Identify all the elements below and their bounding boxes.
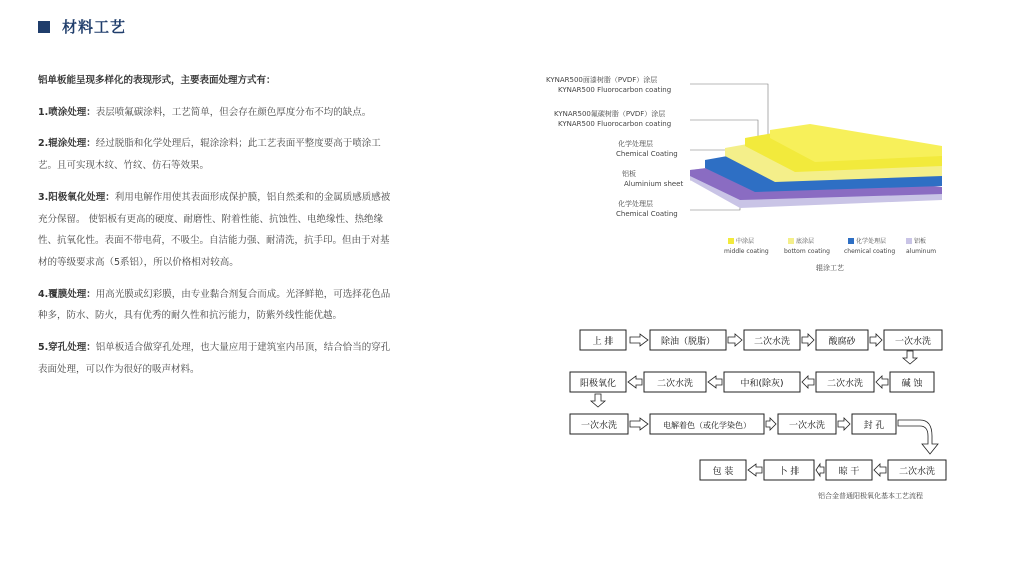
layer-label-en: Chemical Coating — [616, 210, 678, 218]
flow-step-label: 碱 蚀 — [901, 379, 923, 389]
section-perforate — [38, 337, 398, 380]
layer-label-en: KYNAR500 Fluorocarbon coating — [558, 86, 672, 94]
flow-step-label: 包 装 — [712, 467, 734, 477]
section-head: 3.阳极氧化处理： — [38, 191, 115, 203]
page-title: 材料工艺 — [62, 18, 127, 36]
legend-label-cn: 铝板 — [914, 238, 927, 245]
section-text: 表层喷氟碳涂料，工艺简单，但会存在颜色厚度分布不均的缺点。 — [95, 106, 372, 118]
flow-arrow-curve — [898, 420, 938, 454]
flow-arrow-right — [766, 418, 776, 430]
layer-label-en: Aluminium sheet — [624, 180, 684, 188]
flow-row-4 — [700, 460, 946, 480]
flow-step-label: 卜 排 — [778, 467, 800, 477]
flow-step-label: 阳极氧化 — [579, 379, 617, 389]
flow-arrow-left — [708, 376, 722, 388]
legend-label-cn: 底涂层 — [796, 238, 815, 245]
flow-arrow-left — [628, 376, 642, 388]
layer-label-en: KYNAR500 Fluorocarbon coating — [558, 120, 672, 128]
flow-row-3 — [570, 414, 938, 454]
legend-swatch — [728, 238, 734, 244]
section-film — [38, 284, 398, 327]
flow-step-label: 封 孔 — [863, 421, 885, 431]
flow-row-1 — [580, 330, 942, 350]
flow-arrow-right — [802, 334, 814, 346]
intro-text: 铝单板能呈现多样化的表现形式，主要表面处理方式有： — [38, 75, 276, 86]
layer-label-en: Chemical Coating — [616, 150, 678, 158]
legend-label-en: bottom coating — [784, 248, 830, 255]
legend-label-en: chemical coating — [844, 248, 896, 255]
flow-arrow-right — [630, 418, 648, 430]
flow-arrow-right — [838, 418, 850, 430]
flow-step-label: 酸腐砂 — [828, 337, 856, 347]
flow-arrow-left — [748, 464, 762, 476]
legend-label-cn: 中涂层 — [736, 238, 755, 245]
legend-label-cn: 化学处理层 — [856, 238, 887, 245]
layer-label-cn: 铝板 — [622, 170, 636, 178]
layer-label-cn: KYNAR500氟碳树脂（PVDF）涂层 — [554, 110, 666, 118]
flow-row-2 — [570, 372, 934, 392]
flow-arrow-right — [728, 334, 742, 346]
legend — [724, 237, 936, 255]
flow-caption: 铝合金普通阳极氧化基本工艺流程 — [818, 492, 923, 500]
roll-coating-diagram — [540, 72, 950, 272]
flow-step-label: 二次水洗 — [753, 337, 791, 347]
flow-arrow-right — [630, 334, 648, 346]
section-head: 2.辊涂处理： — [38, 138, 96, 150]
flow-step-label: 晾 干 — [838, 467, 860, 477]
legend-swatch — [848, 238, 854, 244]
flow-step-label: 二次水洗 — [898, 467, 936, 477]
flow-step-label: 电解着色（或化学染色） — [663, 421, 751, 430]
flow-step-label: 一次水洗 — [894, 337, 932, 347]
anodize-flowchart — [560, 320, 980, 500]
flow-arrow-right — [870, 334, 882, 346]
section-text: 经过脱脂和化学处理后，辊涂涂料；此工艺表面平整度要高于喷涂工艺。且可实现木纹、竹纹、仿石等效果。 — [38, 138, 381, 172]
flow-step-label: 中和(除灰) — [740, 379, 784, 389]
legend-label-en: middle coating — [724, 248, 769, 255]
flow-step-label: 一次水洗 — [788, 421, 826, 431]
layer-label-cn: 化学处理层 — [618, 200, 653, 208]
flow-step-label: 上 排 — [592, 337, 614, 347]
flow-arrow-left — [876, 376, 888, 388]
layer-stack — [690, 124, 942, 208]
flow-step-label: 二次水洗 — [656, 379, 694, 389]
section-text: 利用电解作用使其表面形成保护膜，铝自然柔和的金属质感质感被充分保留。 使铝板有更高的硬度、耐磨性、附着性能、抗蚀性、电绝缘性、热绝缘性、抗氧化性。表面不带电荷，不吸尘。自洁能力强、耐清洗，抗手印。但由于对基材的等级要求高（5系铝），所以价格相对较高。 — [38, 191, 391, 268]
flow-step-label: 一次水洗 — [580, 421, 618, 431]
section-text: 用高光膜或幻彩膜，由专业黏合剂复合而成。光泽鲜艳，可选择花色品种多，防水、防火，具有优秀的耐久性和抗污能力，防紫外线性能优越。 — [38, 288, 391, 322]
body-text — [38, 70, 398, 390]
flow-arrow-down — [591, 394, 605, 407]
flow-arrow-left — [816, 464, 824, 476]
legend-swatch — [906, 238, 912, 244]
section-anodize — [38, 187, 398, 274]
flow-step-label: 除油（脱脂） — [660, 337, 716, 347]
section-roll — [38, 133, 398, 176]
section-head: 5.穿孔处理： — [38, 342, 96, 354]
flow-arrow-left — [802, 376, 814, 388]
section-head: 4.覆膜处理： — [38, 288, 96, 300]
diagram-caption: 辊涂工艺 — [816, 264, 844, 272]
flow-arrow-down — [903, 351, 917, 364]
layer-label-cn: KYNAR500面漆树脂（PVDF）涂层 — [546, 76, 658, 84]
section-text: 铝单板适合做穿孔处理，也大量应用于建筑室内吊顶，结合恰当的穿孔表面处理，可以作为很好的吸声材料。 — [38, 342, 391, 375]
legend-label-en: aluminum — [906, 248, 937, 255]
layer-label-cn: 化学处理层 — [618, 140, 653, 148]
title-marker — [38, 21, 50, 33]
legend-swatch — [788, 238, 794, 244]
flow-step-label: 二次水洗 — [826, 379, 864, 389]
section-head: 1.喷涂处理： — [38, 106, 96, 118]
flow-arrow-left — [874, 464, 886, 476]
section-spray — [38, 102, 398, 124]
